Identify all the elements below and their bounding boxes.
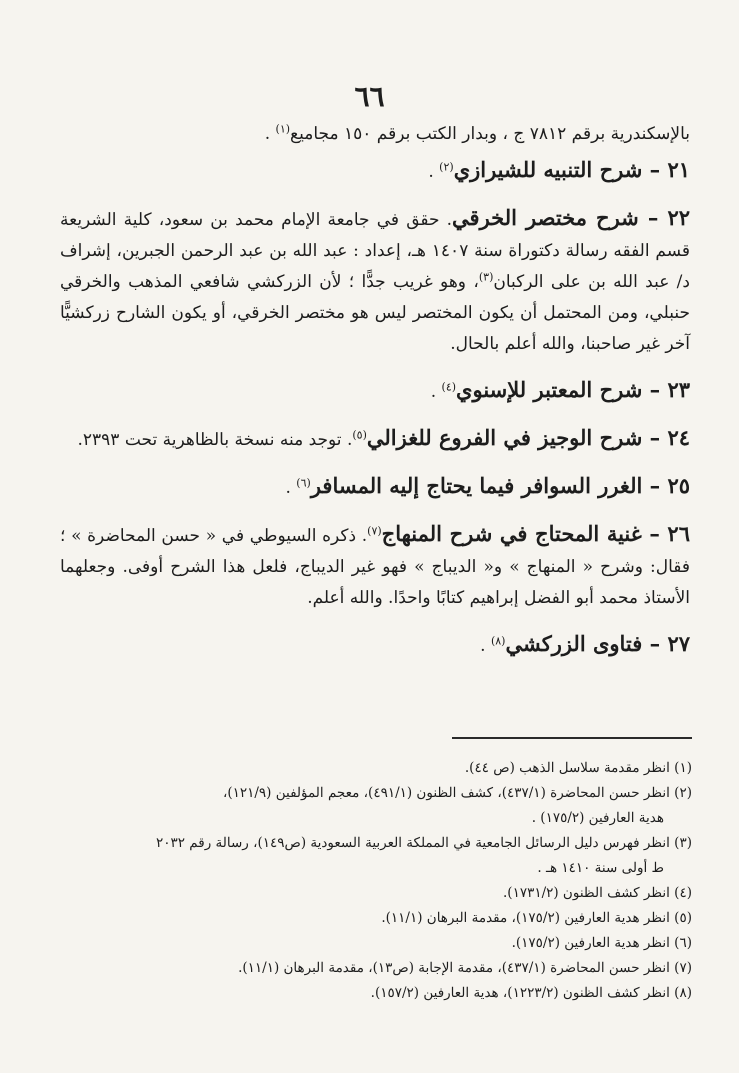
footnote-8: [60, 981, 692, 1006]
footnote-line: (٨) انظر كشف الظنون (١٢٢٣/٢)، هدية العارفين (١٥٧/٢).: [370, 985, 692, 1001]
footnote-ref: (٣): [478, 270, 494, 284]
footnotes: [60, 756, 692, 1006]
page-number: ٦٦: [354, 80, 385, 113]
footnote-ref: (٢): [439, 160, 454, 174]
footnote-ref: (٥): [352, 428, 367, 442]
entry-21: [60, 154, 690, 188]
main-text: [60, 118, 690, 676]
entry-title: ٢٦ – غنية المحتاج في شرح المنهاج: [381, 521, 690, 546]
entry-title: ٢٥ – الغرر السوافر فيما يحتاج إليه المسافر: [310, 473, 690, 498]
intro-text: بالإسكندرية برقم ٧٨١٢ ج ، وبدار الكتب برقم ١٥٠ مجاميع: [290, 124, 690, 144]
entry-text: .: [428, 162, 440, 182]
entry-title: ٢٧ – فتاوى الزركشي: [505, 631, 690, 656]
footnote-line: (٢) انظر حسن المحاضرة (٤٣٧/١)، كشف الظنون (٤٩١/١)، معجم المؤلفين (١٢١/٩)،: [222, 785, 692, 801]
footnote-line: (٧) انظر حسن المحاضرة (٤٣٧/١)، مقدمة الإجابة (ص١٣)، مقدمة البرهان (١١/١).: [238, 960, 692, 976]
footnote-continuation: ط أولى سنة ١٤١٠ هـ .: [537, 860, 664, 876]
footnote-4: [60, 881, 692, 906]
entry-23: [60, 374, 690, 408]
entry-26: [60, 518, 690, 614]
entry-27: [60, 628, 690, 662]
entry-text: .: [285, 478, 297, 498]
entry-title: ٢١ – شرح التنبيه للشيرازي: [453, 157, 690, 182]
footnote-ref: (١): [275, 122, 291, 136]
entry-text: . حقق في جامعة الإمام محمد بن سعود، كلية الشريعة قسم الفقه رسالة دكتوراة سنة ١٤٠٧ هـ، إعداد : عبد الله بن عبد الرحمن الجبرين، إشراف د/ عبد الله بن على الركبان: [60, 210, 690, 292]
footnote-6: [60, 931, 692, 956]
footnote-ref: (٨): [490, 634, 506, 648]
footnote-7: [60, 956, 692, 981]
footnote-line: (٣) انظر فهرس دليل الرسائل الجامعية في المملكة العربية السعودية (ص١٤٩)، رسالة رقم ٢٠٣٢: [155, 835, 692, 851]
footnote-line: (١) انظر مقدمة سلاسل الذهب (ص ٤٤).: [464, 760, 692, 776]
footnote-divider: [452, 737, 692, 739]
footnote-line: (٤) انظر كشف الظنون (١٧٣١/٢).: [503, 885, 692, 901]
footnote-line: (٥) انظر هدية العارفين (١٧٥/٢)، مقدمة البرهان (١١/١).: [381, 910, 692, 926]
entry-title: ٢٢ – شرح مختصر الخرقي: [452, 205, 690, 230]
footnote-ref: (٦): [296, 476, 311, 490]
footnote-continuation: هدية العارفين (١٧٥/٢) .: [531, 810, 664, 826]
entry-text: . توجد منه نسخة بالظاهرية تحت ٢٣٩٣.: [77, 430, 353, 450]
entry-text-continued: ، وهو غريب جدًّا ؛ لأن الزركشي شافعي المذهب والخرقي حنبلي، ومن المحتمل أن يكون المختصر ليس هو مختصر الخرقي، أو يكون الشارح زركشيًّا آخر غير صاحبنا، والله أعلم بالحال.: [60, 272, 690, 354]
footnote-line: (٦) انظر هدية العارفين (١٧٥/٢).: [511, 935, 692, 951]
footnote-ref: (٧): [367, 524, 382, 538]
entry-text: .: [480, 636, 491, 656]
entry-text: .: [430, 382, 442, 402]
entry-24: [60, 422, 690, 456]
footnote-2: [60, 781, 692, 831]
entry-22: [60, 202, 690, 360]
intro-paragraph: [60, 118, 690, 150]
entry-title: ٢٤ – شرح الوجيز في الفروع للغزالي: [366, 425, 690, 450]
entry-title: ٢٣ – شرح المعتبر للإسنوي: [456, 377, 690, 402]
footnote-3: [60, 831, 692, 881]
footnote-5: [60, 906, 692, 931]
entry-text: . ذكره السيوطي في « حسن المحاضرة » ؛ فقال: وشرح « المنهاج » و« الديباج » فهو غير الديباج، فلعل هذا الشرح أوفى. وجعلهما الأستاذ محمد أبو الفضل إبراهيم كتابًا واحدًا. والله أعلم.: [60, 526, 690, 608]
entry-25: [60, 470, 690, 504]
footnote-ref: (٤): [441, 380, 457, 394]
footnote-1: [60, 756, 692, 781]
intro-end: .: [264, 124, 276, 144]
